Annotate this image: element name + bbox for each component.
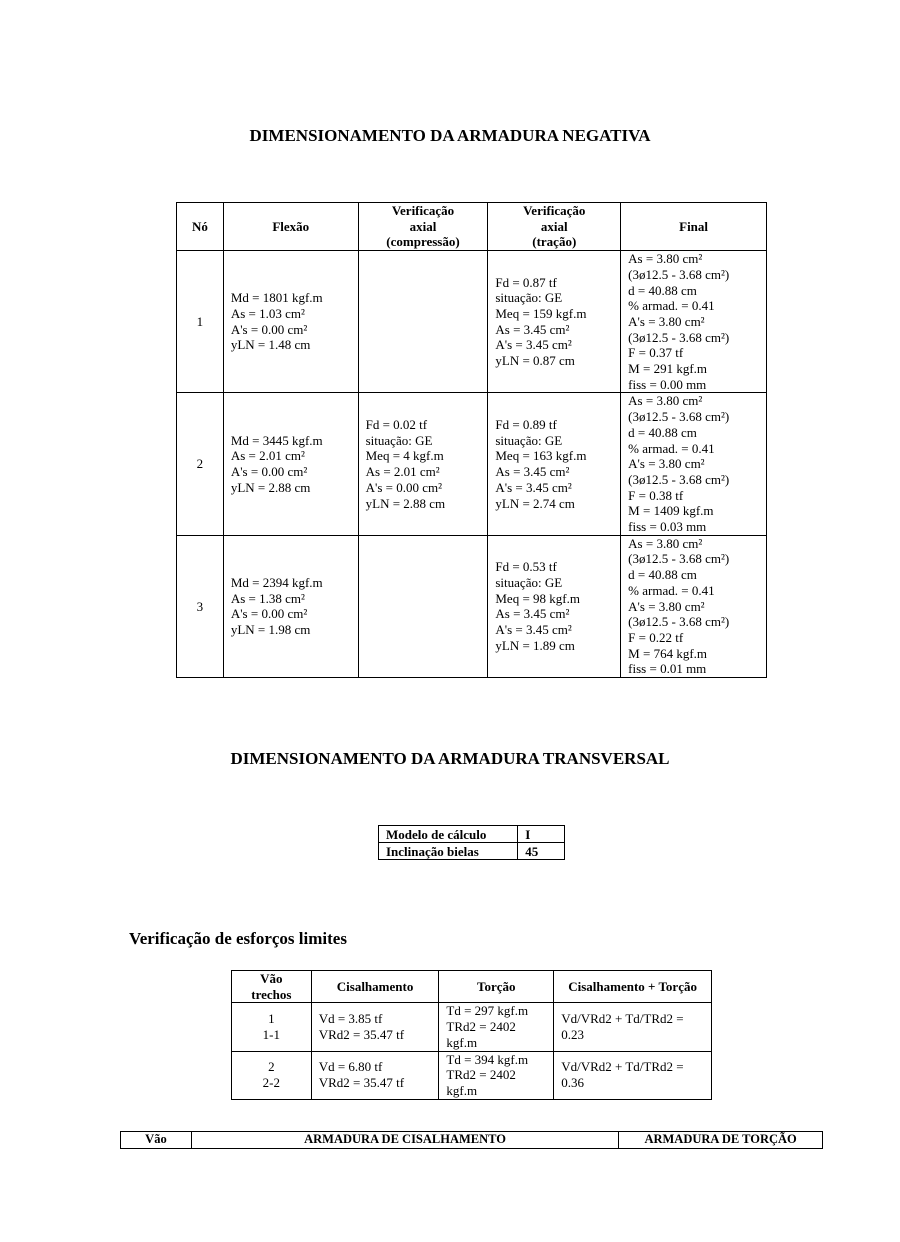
cell-line: As = 1.38 cm²	[230, 590, 305, 606]
cell-line: Fd = 0.87 tf	[495, 274, 557, 290]
param-label: Modelo de cálculo	[379, 826, 518, 843]
param-row	[379, 843, 565, 860]
cell-tracao	[488, 393, 621, 535]
cell-line: As = 3.80 cm²	[628, 393, 703, 409]
cell-line: fiss = 0.01 mm	[628, 661, 707, 677]
cell-torcao	[439, 1003, 554, 1051]
calculation-parameters-table	[378, 825, 565, 860]
cell-final	[621, 251, 767, 393]
header-cisalhamento-torcao: Cisalhamento + Torção	[554, 971, 712, 1003]
cell-line: Meq = 163 kgf.m	[495, 448, 587, 464]
cell-line: (3ø12.5 - 3.68 cm²)	[628, 409, 730, 425]
limit-forces-table	[231, 970, 712, 1100]
cell-line: VRd2 = 35.47 tf	[318, 1026, 405, 1042]
cell-line: (3ø12.5 - 3.68 cm²)	[628, 266, 730, 282]
table-header-row	[177, 203, 767, 251]
cell-final	[621, 535, 767, 677]
cell-line: VRd2 = 35.47 tf	[318, 1075, 405, 1091]
cell-line: Td = 394 kgf.m	[446, 1051, 529, 1067]
header-torcao: Torção	[439, 971, 554, 1003]
cell-line: % armad. = 0.41	[628, 582, 715, 598]
cell-line: A's = 3.45 cm²	[495, 622, 572, 638]
cell-line: As = 2.01 cm²	[230, 448, 305, 464]
negative-reinforcement-table	[176, 202, 767, 678]
table-row	[177, 251, 767, 393]
reinforcement-summary-table	[120, 1131, 823, 1149]
cell-line: Fd = 0.02 tf	[365, 416, 428, 432]
cell-line: yLN = 0.87 cm	[495, 353, 575, 369]
cell-line: Md = 1801 kgf.m	[230, 290, 323, 306]
cell-vao	[232, 1003, 312, 1051]
cell-line: Md = 3445 kgf.m	[230, 432, 323, 448]
cell-line: situação: GE	[495, 290, 563, 306]
cell-line: Vd/VRd2 + Td/TRd2 =	[561, 1059, 684, 1075]
cell-line: (3ø12.5 - 3.68 cm²)	[628, 551, 730, 567]
transversal-section-title: DIMENSIONAMENTO DA ARMADURA TRANSVERSAL	[230, 749, 670, 768]
cell-combinado	[554, 1003, 712, 1051]
cell-line: As = 3.45 cm²	[495, 606, 570, 622]
table-row	[232, 1051, 712, 1099]
cell-line: d = 40.88 cm	[628, 567, 697, 583]
limits-section-title: Verificação de esforços limites	[129, 929, 347, 948]
table-row	[177, 393, 767, 535]
cell-line: fiss = 0.03 mm	[628, 519, 707, 535]
cell-no: 1	[177, 251, 224, 393]
cell-compressao	[358, 251, 488, 393]
cell-line: A's = 3.80 cm²	[628, 456, 705, 472]
cell-flexao	[223, 251, 358, 393]
cell-line: fiss = 0.00 mm	[628, 376, 707, 392]
cell-line: 0.36	[561, 1075, 584, 1091]
cell-line: Td = 297 kgf.m	[446, 1003, 529, 1019]
header-compressao: Verificação axial (compressão)	[358, 203, 488, 251]
header-vao: Vão	[121, 1132, 192, 1149]
cell-line: M = 1409 kgf.m	[628, 503, 714, 519]
header-no: Nó	[177, 203, 224, 251]
header-tracao: Verificação axial (tração)	[488, 203, 621, 251]
cell-line: Meq = 98 kgf.m	[495, 590, 580, 606]
cell-line: 0.23	[561, 1026, 584, 1042]
cell-line: % armad. = 0.41	[628, 440, 715, 456]
cell-line: Fd = 0.53 tf	[495, 559, 557, 575]
cell-line: A's = 0.00 cm²	[230, 464, 308, 480]
param-row	[379, 826, 565, 843]
cell-line: yLN = 2.74 cm	[495, 495, 575, 511]
negative-section-title: DIMENSIONAMENTO DA ARMADURA NEGATIVA	[249, 126, 651, 145]
cell-line: kgf.m	[446, 1034, 478, 1050]
table-row	[177, 535, 767, 677]
cell-line: As = 3.45 cm²	[495, 464, 570, 480]
cell-line: kgf.m	[446, 1082, 478, 1098]
cell-line: d = 40.88 cm	[628, 282, 697, 298]
cell-line: 2	[268, 1059, 275, 1075]
param-label: Inclinação bielas	[379, 843, 518, 860]
cell-line: 1-1	[262, 1026, 281, 1042]
header-vao-trechos: Vão trechos	[232, 971, 312, 1003]
cell-line: F = 0.37 tf	[628, 345, 684, 361]
cell-line: A's = 3.45 cm²	[495, 337, 572, 353]
cell-line: A's = 0.00 cm²	[365, 479, 443, 495]
cell-line: situação: GE	[365, 432, 433, 448]
cell-final	[621, 393, 767, 535]
cell-line: yLN = 1.89 cm	[495, 637, 575, 653]
cell-line: As = 3.45 cm²	[495, 321, 570, 337]
cell-line: A's = 3.80 cm²	[628, 313, 705, 329]
cell-line: TRd2 = 2402	[446, 1019, 516, 1035]
cell-vao	[232, 1051, 312, 1099]
cell-compressao	[358, 393, 488, 535]
cell-cisalhamento	[311, 1003, 439, 1051]
cell-line: As = 1.03 cm²	[230, 306, 305, 322]
cell-compressao	[358, 535, 488, 677]
cell-line: yLN = 1.98 cm	[230, 622, 311, 638]
cell-line: Meq = 4 kgf.m	[365, 448, 444, 464]
cell-combinado	[554, 1051, 712, 1099]
cell-line: situação: GE	[495, 575, 563, 591]
table-header-row	[232, 971, 712, 1003]
header-armadura-torcao: ARMADURA DE TORÇÃO	[619, 1132, 823, 1149]
cell-line: As = 2.01 cm²	[365, 464, 440, 480]
cell-line: M = 291 kgf.m	[628, 361, 708, 377]
header-cisalhamento: Cisalhamento	[311, 971, 439, 1003]
param-value: 45	[518, 843, 565, 860]
cell-line: A's = 0.00 cm²	[230, 321, 308, 337]
cell-flexao	[223, 535, 358, 677]
table-row	[232, 1003, 712, 1051]
cell-line: d = 40.88 cm	[628, 424, 697, 440]
cell-line: yLN = 1.48 cm	[230, 337, 311, 353]
cell-no: 3	[177, 535, 224, 677]
cell-flexao	[223, 393, 358, 535]
cell-line: (3ø12.5 - 3.68 cm²)	[628, 329, 730, 345]
cell-line: Vd = 6.80 tf	[318, 1059, 383, 1075]
cell-line: Meq = 159 kgf.m	[495, 306, 587, 322]
cell-line: As = 3.80 cm²	[628, 251, 703, 267]
cell-tracao	[488, 251, 621, 393]
cell-line: yLN = 2.88 cm	[365, 495, 446, 511]
cell-no: 2	[177, 393, 224, 535]
cell-line: A's = 0.00 cm²	[230, 606, 308, 622]
cell-line: A's = 3.45 cm²	[495, 479, 572, 495]
cell-line: F = 0.38 tf	[628, 487, 684, 503]
cell-line: (3ø12.5 - 3.68 cm²)	[628, 614, 730, 630]
header-armadura-cisalhamento: ARMADURA DE CISALHAMENTO	[191, 1132, 618, 1149]
cell-line: (3ø12.5 - 3.68 cm²)	[628, 471, 730, 487]
cell-line: M = 764 kgf.m	[628, 645, 708, 661]
cell-line: As = 3.80 cm²	[628, 535, 703, 551]
param-value: I	[518, 826, 565, 843]
cell-torcao	[439, 1051, 554, 1099]
cell-line: situação: GE	[495, 432, 563, 448]
cell-line: Fd = 0.89 tf	[495, 416, 557, 432]
cell-line: 1	[268, 1011, 275, 1027]
header-flexao: Flexão	[223, 203, 358, 251]
cell-line: F = 0.22 tf	[628, 629, 684, 645]
cell-line: A's = 3.80 cm²	[628, 598, 705, 614]
cell-line: Vd/VRd2 + Td/TRd2 =	[561, 1011, 684, 1027]
cell-line: 2-2	[262, 1075, 281, 1091]
header-final: Final	[621, 203, 767, 251]
cell-cisalhamento	[311, 1051, 439, 1099]
cell-line: % armad. = 0.41	[628, 298, 715, 314]
cell-line: TRd2 = 2402	[446, 1067, 516, 1083]
cell-tracao	[488, 535, 621, 677]
cell-line: Vd = 3.85 tf	[318, 1011, 383, 1027]
cell-line: yLN = 2.88 cm	[230, 479, 311, 495]
table-header-row	[121, 1132, 823, 1149]
cell-line: Md = 2394 kgf.m	[230, 575, 323, 591]
